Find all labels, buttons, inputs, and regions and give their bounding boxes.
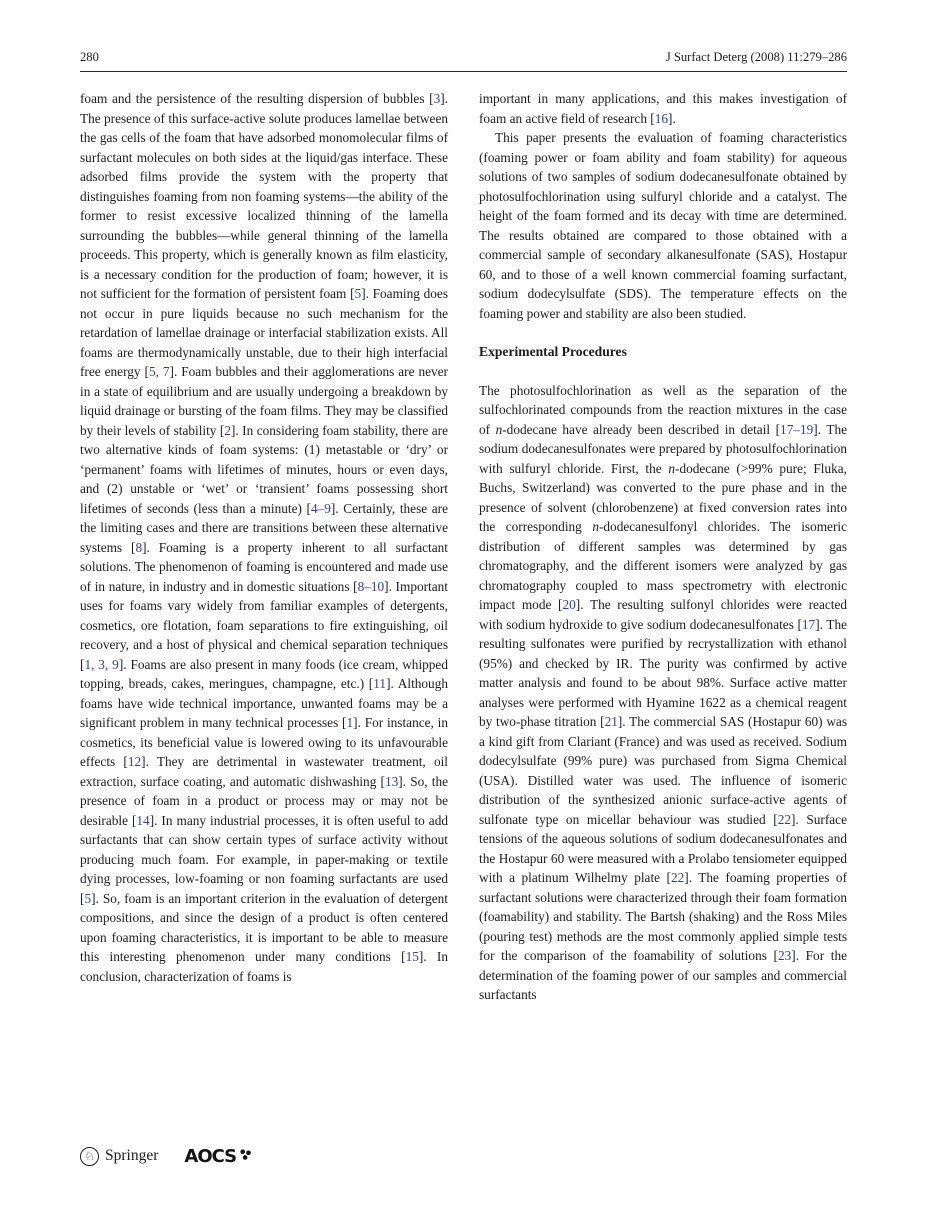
citation-link[interactable]: 8–10 [357,578,385,594]
paragraph-experimental-procedures: The photosulfochlorination as well as the separation of the sulfochlorinated compounds from the reaction mixtures in the case of n-dodecane have already been described in detail [17–19]. The sodium dodecanesulfonates were prepared by photosulfochlorination with sulfuryl chloride. First, the n-dodecane (>99% pure; Fluka, Buchs, Switzerland) was converted to the pure phase and in the presence of solvent (chlorobenzene) at fixed conversion rates into the corresponding n-dodecanesulfonyl chlorides. The isomeric distribution of different samples was determined by gas chromatography, and the different isomers were analyzed by gas chromatography coupled to mass spectrometry with electronic impact mode [20]. The resulting sulfonyl chlorides were reacted with sodium hydroxide to give sodium dodecanesulfonates [17]. The resulting sulfonates were purified by recrystallization with ethanol (95%) and checked by IR. The purity was confirmed by active matter analysis and found to be about 98%. Surface active matter analyses were performed with Hyamine 1622 as a chemical reagent by two-phase titration [21]. The commercial SAS (Hostapur 60) was a kind gift from Clariant (France) and was used as received. Sodium dodecylsulfate (99% pure) was purchased from Sigma Chemical (USA). Distilled water was used. The influence of isomeric distribution of the synthesized anionic surface-active agents of sulfonate type on micellar behaviour was studied [22]. Surface tensions of the aqueous solutions of sodium dodecanesulfonates and the Hostapur 60 were measured with a Prolabo tensiometer equipped with a platinum Wilhelmy plate [22]. The foaming properties of surfactant solutions were characterized through their foam formation (foamability) and stability. The Bartsh (shaking) and the Ross Miles (pouring test) methods are the most commonly applied simple tests for the comparison of the foamability of solutions [23]. For the determination of the foaming power of our samples and commercial surfactants [479,382,847,1002]
header-divider [80,71,847,72]
paragraph-introduction-continued: foam and the persistence of the resulting dispersion of bubbles [3]. The presence of this surface-active solute produces lamellae between the gas cells of the foam that have adsorbed monomolecular films of surfactant molecules on both sides at the liquid/gas interface. These adsorbed films provide the system with the property that distinguishes foaming from non foaming systems—the ability of the former to resist excessive localized thinning of the lamella surrounding the bubbles—while general thinning of the lamella proceeds. This property, which is generally known as film elasticity, is a necessary condition for the production of foam; however, it is not sufficient for the formation of persistent foam [5]. Foaming does not occur in pure liquids because no such mechanism for the retardation of lamellae drainage or interfacial stabilization exists. All foams are thermodynamically unstable, due to their high interfacial free energy [5, 7]. Foam bubbles and their agglomerations are never in a state of equilibrium and are usually undergoing a breakdown by liquid drainage or bursting of the foam films. They may be classified by their levels of stability [2]. In considering foam stability, there are two alternative kinds of foam systems: (1) metastable or ‘dry’ or ‘permanent’ foams with lifetimes of minutes, hours or even days, and (2) unstable or ‘wet’ or ‘transient’ foams possessing short lifetimes of seconds (less than a minute) [4–9]. Certainly, these are the limiting cases and there are transitions between these alternative systems [8]. Foaming is a property inherent to all surfactant solutions. The phenomenon of foaming is encountered and made use of in nature, in industry and in domestic situations [8–10]. Important uses for foams vary widely from familiar examples of detergents, cosmetics, ore flotation, foam separations to fire extinguishing, oil recovery, and a host of physical and chemical separation techniques [1, 3, 9]. Foams are also present in many foods (ice cream, whipped topping, breads, cakes, meringues, champagne, etc.) [11]. Although foams have wide technical importance, unwanted foams may be a significant problem in many technical processes [1]. For instance, in cosmetics, its beneficial value is lowered owing to its unfavourable effects [12]. They are detrimental in wastewater treatment, oil extraction, surface coating, and automatic dishwashing [13]. So, the presence of foam in a product or process may or may not be desirable [14]. In many industrial processes, it is often useful to add surfactants that can show certain types of surface activity without producing much foam. For example, in paper-making or textile dying processes, low-foaming or non foaming surfactants are used [5]. So, foam is an important criterion in the evaluation of detergent compositions, and since the design of a product is often centered upon foaming characteristics, it is important to be able to measure this interesting phenomenon under many conditions [15]. In conclusion, characterization of foams is [80,91,449,984]
citation-link[interactable]: 5 [354,286,362,301]
citation-link[interactable]: 14 [136,812,150,828]
aocs-berries-icon [239,1148,252,1161]
journal-reference: J Surfact Deterg (2008) 11:279–286 [665,50,847,64]
paragraph-research-field: important in many applications, and this makes investigation of foam an active field of research [16]. [479,91,847,126]
citation-link[interactable]: 3 [433,91,441,106]
section-heading-experimental-procedures: Experimental Procedures [479,344,627,359]
citation-link[interactable]: 5, 7 [148,364,170,379]
citation-link[interactable]: 11 [373,676,387,691]
citation-link[interactable]: 22 [777,811,791,827]
aocs-logo-text: AOCS [184,1145,237,1167]
italic-text: n [592,519,599,534]
citation-link[interactable]: 20 [562,597,576,612]
springer-horse-icon: ♘ [80,1147,99,1166]
page-number: 280 [80,50,99,64]
springer-logo-text: Springer [105,1147,159,1164]
citation-link[interactable]: 1 [346,715,354,730]
citation-link[interactable]: 22 [670,870,685,885]
paragraph-paper-overview: This paper presents the evaluation of foaming characteristics (foaming power or foam ability and foam stability) for aqueous solutions of two samples of sodium dodecanesulfonate obtained by photosulfochlorination using sulfuryl chloride and a catalyst. The height of the foam formed and its decay with time are determined. The results obtained are compared to those obtained with a commercial sample of secondary alkanesulfonate (SAS), Hostapur 60, and to those of a well known commercial foaming surfactant, sodium dodecylsulfate (SDS). The temperature effects on the foaming power and stability are also been studied. [479,130,847,321]
citation-link[interactable]: 21 [604,714,618,729]
page-header [80,50,847,65]
italic-text: n [495,421,503,437]
citation-link[interactable]: 2 [224,422,231,438]
citation-link[interactable]: 5 [84,890,92,906]
right-column [479,89,847,1005]
citation-link[interactable]: 8 [135,539,143,555]
two-column-body [80,89,847,1005]
italic-text: n [668,460,676,476]
citation-link[interactable]: 13 [384,773,399,789]
page-footer [80,1142,252,1170]
citation-link[interactable]: 12 [127,754,142,769]
citation-link[interactable]: 17 [801,616,816,632]
citation-link[interactable]: 1, 3, 9 [84,656,119,672]
left-column [80,89,448,1005]
citation-link[interactable]: 4–9 [310,500,331,516]
citation-link[interactable]: 15 [405,949,419,964]
citation-link[interactable]: 17–19 [780,421,814,437]
aocs-logo [184,1146,252,1167]
citation-link[interactable]: 16 [654,110,669,126]
springer-logo [80,1147,158,1166]
citation-link[interactable]: 23 [777,948,792,963]
